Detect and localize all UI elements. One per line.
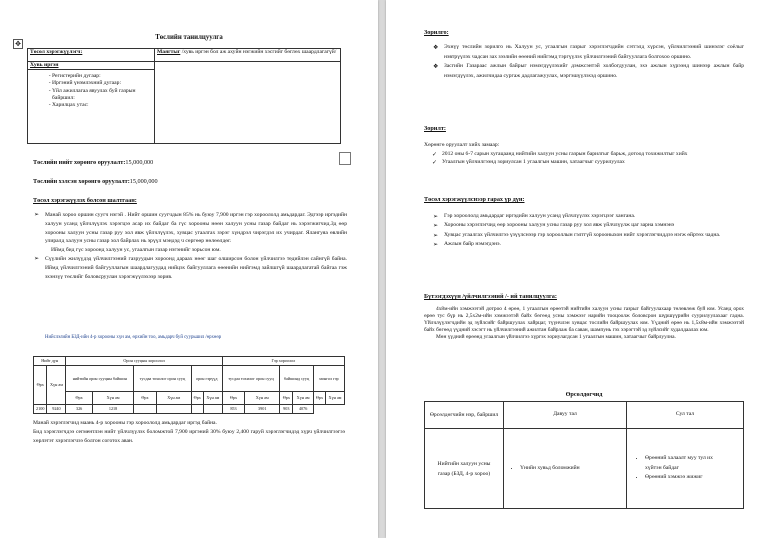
customer-body [33,419,345,445]
benefit-item: ➢ Ажлын байр нэмэгдэнэ. [444,240,744,249]
benefit-list [444,212,744,250]
goal-item: ❖ Эхнүү төслийн зорилго нь Халуун ус, угаалгын газрыг хэрэглэгчдийн сэтгэлд хүрсэн, үйлчилгээний шинэлэг соёлыг нэвтрүүлэх чадсан зах зээлийн өөөний нийгэмд тэргүүлэх үйлчилгээний байгууллага болгохоо оршино. [444,43,744,62]
leaf-header-cell: Өрх [280,392,293,405]
weaknesses-list [629,454,723,482]
product-paragraph: 4х8м-ийн хэмжээтэй дотроо 4 өрөө, 1 угаалгын өрөөтэй нийтийн халуун усны газрыг байгуулахаар төлөвлөж буй юм. Усанд орох өрөө тус бүр нь 2,5х2м-ийн хэмжээтэй байх бөгөөд усны хэмжээг нарийн тооцоолж боловсрон шүршүүрийн суурилуулахааг гадна. Үйлчлүүлэгчдийн эд зүйлсийг байршуулах хайрцаг, түүнчлэн хувцас тослийн байршуулах юм. Үүдний өрөө нь 1,5х8м-ийн хэмжээтэй байх бөгөөд үүдний хэсэгт нь үйлчилгээний ажилтан байрлаж ба саван, шампунь гэх хэрэгтэй эд зүйлсийг худалдаалах юм. [424,306,744,333]
competitors-header-cell: Давуу тал [504,402,627,429]
leaf-header-cell: Өрх [191,392,203,405]
person-field: - Иргэний үнэмлэхний дугаар: [52,80,152,87]
value-cell[interactable]: 326 [66,405,93,414]
chart-caption: Нийслэлийн БЗД-ийн 4-р хорооны хүн ам, өрхийн тоо, амьдарч буй суурьшил /өрхөөр [45,335,222,340]
competitors-header-cell: Сул тал [627,402,744,429]
person-fields-list [30,73,152,109]
goal-label: Маягтыг [157,49,181,55]
competitor-name-cell[interactable]: Нийтийн халуун усны газар (БЗД, 4-р хороо) [425,429,504,509]
requested-cost-line [33,177,158,186]
total-cost-value: 15,000,000 [125,159,154,166]
result-item: ✓ 2012 оны 6-7 сарын хугацаанд нийтийн халуун усны газрын барилгыг барьж, дотоод тохижилтыг хийх [442,151,732,159]
applicant-label: Төсөл хэрэгжүүлэгч: [30,49,83,55]
leaf-header-cell: Өрх [66,392,93,405]
result-item: ✓ Угаалгын үйлчилгээнд зориулсан 1 угаалгын машин, хатаагчыг суурилуулах [442,159,732,167]
reason-body [45,211,347,281]
result-intro: Хөрөнгө оруулалт хийх замаар: [424,142,500,148]
goal-text: /хувь иргэн бол аж ахуйн нэгжийн хэсгийг бөглөх шаардлагагүй/ [180,49,337,55]
benefit-item: ➢ Гэр хороололд амьдардаг иргэдийн халуун усанд үйлчлүүлэх хэрэгцээг хангана. [444,212,744,221]
product-paragraph: Мөн үүдний өрөөнд угаалгын үйлчилгээ хүргэх зориулагдсан 1 угаалгын машин, хатаагчыг байрлуулна. [436,334,676,340]
competitors-title: Өрсөлдөгчид [565,391,603,398]
leaf-header-cell: Хүн ам [203,392,222,405]
leaf-header-cell: Хүн ам [326,392,345,405]
applicant-info-table [27,48,341,144]
weaknesses-cell[interactable] [627,429,744,509]
customer-paragraph: Манай хэрэглэгчид маань 4-р хорооны гэр хороололд амьдардаг иргэд байна. [33,420,217,426]
reason-paragraph: ➢ Манай хороо оршин суугч нэгэй . Нийт оршин суугчдын 85% нь буюу 7,900 иргэн гэр хороололд амьдардаг. Эдгээр иргэдийн халуун усанд үйлчлүүлэх хэрэгцээ асар их байдаг ба гүс хорооны нөөн халуун усны газар байдаг нь хэрэгжигчид.Зд өөр хорооны халуун усны газар руу хол явж үйлчлүүлэх, хувцас угаалгах зэрэг хүндрэл чирэгдэл их учирдаг. Ялангуяа өвлийн улиралд халуун усны газар хол байрлах нь эрүүл мэндэд ч сөргөөр нөлөөлдөг. [45,211,347,246]
reason-paragraph: Иймд бид гүс хороонд халуун ус, угаалгын газар нэгэнийг зорьсон юм. [51,247,221,254]
reason-paragraph: ➢ Сүүлийн жилүүдэд үйлчилгээний газруудын хороонд дараах нөөг шаг олширсон болон үйлчилгээ тедийлэн сайнгүй байна. Иймд үйлчилгээний байгууллагын шаардлагуудад нийцэх байгууллага өөөнийн нийгэмд зайлшгүй шаардлагатай байгаа гэж эхэнзүү төслийг боловсруулан хэрэгжүүлэхээр зорив. [45,255,347,281]
applicant-cell[interactable] [28,49,155,62]
leaf-header-cell: Өрх [134,392,156,405]
benefit-item: ➢ Хувцас угаалгах үйлчилгээ үзүүлснээр гэр хорооллын гэлтгүй хорооныхон нийт хэрэглэгчиддээ нэгж өйртөх чадна. [444,231,744,240]
person-field: - Регистерийн дугаар: [52,73,152,80]
header-cell: Өрх [34,366,47,405]
value-cell[interactable] [156,405,191,414]
document-page-2 [386,0,770,538]
strengths-list [506,465,624,472]
table-move-handle-icon[interactable]: ✥ [13,39,23,49]
value-cell[interactable] [134,405,156,414]
margin-marker [339,152,351,165]
person-cell[interactable] [28,62,155,144]
benefit-heading: Төсөл хэрэгжүүлснээр гарах үр дүн: [424,196,525,203]
value-cell[interactable]: 2100 [34,405,47,414]
value-cell[interactable]: 3901 [245,405,280,414]
value-cell[interactable] [203,405,222,414]
value-cell[interactable]: 4076 [293,405,314,414]
leaf-header-cell: Өрх [222,392,244,405]
person-field: - Үйл ажиллагаа явуулах буй газрын байршил: [52,88,152,102]
value-cell[interactable]: 853 [222,405,244,414]
value-cell[interactable]: 903 [280,405,293,414]
result-heading: Зорилт: [424,125,446,132]
goal-list [444,43,744,81]
competitors-table [424,401,744,509]
leaf-header-cell: Өрх [313,392,325,405]
document-page-1 [0,0,378,538]
requested-cost-value: 15,000,000 [129,178,158,185]
header-cell: Орон сууцны хороолол [66,357,222,366]
header-cell: нийтийн орон сууцны байшин [66,366,134,392]
value-cell[interactable] [191,405,203,414]
total-cost-line [33,158,153,167]
strength-item: • Үнийн хувьд боломжийн [520,465,624,472]
leaf-header-cell: Хүн ам [92,392,133,405]
value-cell[interactable]: 9240 [47,405,66,414]
header-cell: Нийт дүн [34,357,66,366]
header-cell: Хүн ам [47,366,66,405]
header-cell: тусдаа тохилог орон сууц [222,366,280,392]
competitors-header-cell: Өрсөлдөгчийн нэр, байршил [425,402,504,429]
header-cell: орон гэрүүд [191,366,222,392]
goal-heading: Зорилго: [424,29,449,36]
header-cell: тусдаа тохилог орон сууц [134,366,192,392]
person-label: Хувь иргэн [28,62,154,70]
result-list [442,151,732,166]
leaf-header-cell: Хүн ам [293,392,314,405]
product-heading: Бүтээгдэхүүн /үйлчилгээний /- ий танилцуулга: [424,293,557,300]
weakness-item: • Өрөөний хэмжээ жижиг [645,473,723,482]
header-cell: монгол гэр [313,366,344,392]
document-title: Төслийн танилцуулга [155,34,223,41]
strengths-cell[interactable] [504,429,627,509]
person-field: - Харилцах утас: [52,102,152,109]
population-table [33,356,345,414]
header-cell: Гэр хороолол [222,357,344,366]
benefit-item: ➢ Хорооны хэрэглэгчид өөр хорооны халуун усны газар руу хол явж үйлчлүүлж цаг зарна хэмнэнэ [444,221,744,230]
section-heading-reason: Төсөл хэрэгжүүлэх болсон шалтгаан: [33,197,137,204]
goal-item: ❖ Засгийн Газараас ажлын байрыг нэмэгдүүлэхийг дэмжсэнтэй холбогдуулан, эхэ ажлын хүрээнд шинээр ажлын байр нэмэгдүүлэх, ажилчидаа сургаж дадлагажуулах, мэргэшүүлэхэд оршино. [444,62,744,81]
customer-paragraph: Бид хэрэглэгчдээ сегментлэн нийт үйлчлүүлэх боломжтой 7,900 иргэний 30% буюу 2,400 гаруй хэрэглэгчидэд хүрч үйлчилгээгээ хөрлэтэт хэрэглэгчээ болгон соготох аван. [33,428,345,444]
leaf-header-cell: Хүн ам [156,392,191,405]
requested-cost-label: Төслийн хэлсэн хөрөнгө оруулалт: [33,178,130,185]
product-body [424,306,744,341]
value-cell[interactable]: 1218 [92,405,133,414]
leaf-header-cell: Хүн ам [245,392,280,405]
header-cell: байшинд сууц [280,366,314,392]
total-cost-label: Төслийн нийт хөрөнгө оруулалт: [33,159,126,166]
goal-cell[interactable] [155,49,341,62]
empty-cell[interactable] [155,62,341,144]
weakness-item: • Өрөөний халаалт муу тул их хүйтэн байдаг [645,454,723,473]
